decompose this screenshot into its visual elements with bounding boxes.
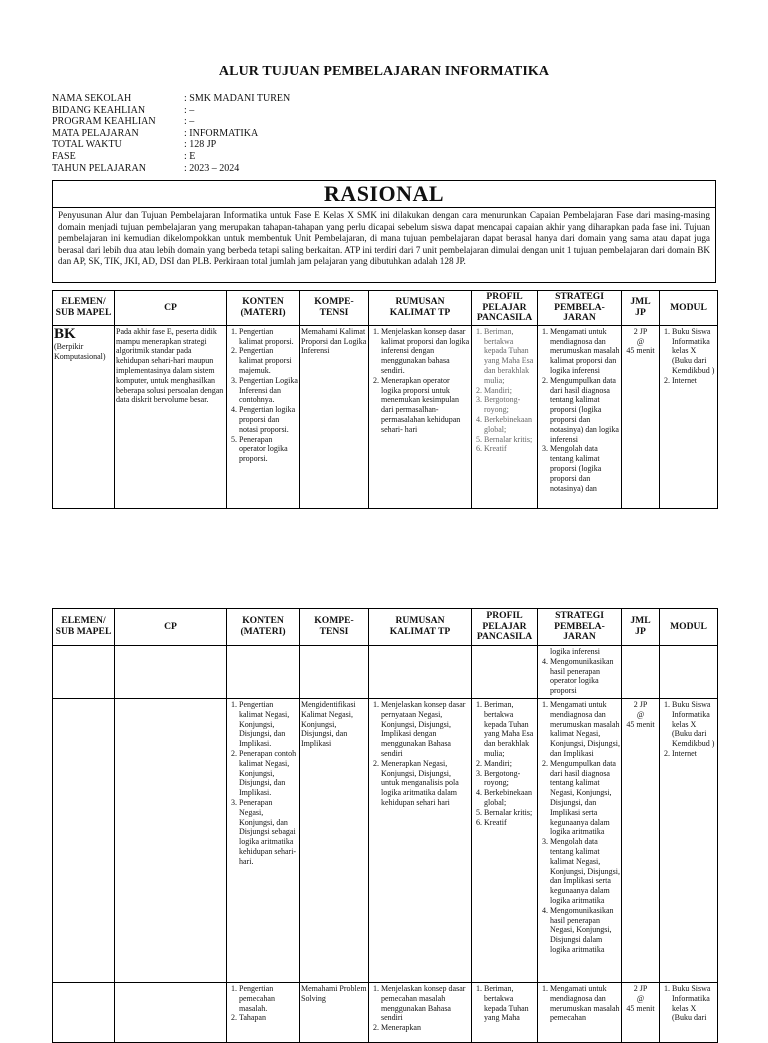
info-label: PROGRAM KEAHLIAN xyxy=(52,116,156,128)
list-item: 2. Penerapan contoh kalimat Negasi, Konjungsi, Disjungsi, dan Implikasi. xyxy=(239,749,298,798)
strategi-cell xyxy=(538,646,622,699)
elemen-subtitle: (Berpikir Komputasional) xyxy=(54,341,106,361)
atp-table-page-1 xyxy=(52,290,718,509)
list-item: 1. Beriman, bertakwa kepada Tuhan yang Maha Esa dan berakhlak mulia; xyxy=(484,327,536,386)
list-item: 2. Menerapkan Negasi, Konjungsi, Disjungsi, untuk menganalisis pola logika aritmatika dalam kehidupan sehari hari xyxy=(381,759,470,808)
column-header: KONTEN (MATERI) xyxy=(227,291,300,326)
list-item: 1. Mengamati untuk mendiagnosa dan merumuskan masalah kalimat Negasi, Konjungsi, Disjungsi, dan Implikasi xyxy=(550,700,620,759)
rumusan-cell xyxy=(369,983,472,1043)
info-row xyxy=(52,116,290,128)
list-item: 1. Buku Siswa Informatika kelas X (Buku dari xyxy=(672,984,716,1023)
list-item: 2. Menerapkan operator logika proporsi untuk menemukan kesimpulan dari permasalhan-permasalahan kehidupan sehari- hari xyxy=(381,376,470,435)
info-row xyxy=(52,163,290,175)
profil-cell xyxy=(472,699,538,983)
strategi-continuation: logika inferensi xyxy=(550,647,600,656)
list-item: 6. Kreatif xyxy=(484,444,536,454)
column-header: JML JP xyxy=(622,291,660,326)
list-item: 1. Menjelaskan konsep dasar pernyataan Negasi, Konjungsi, Disjungsi, Implikasi dengan menggunakan Bahasa sendiri xyxy=(381,700,470,759)
info-value: : – xyxy=(184,104,195,116)
list-item: 5. Penerapan operator logika proporsi. xyxy=(239,435,298,464)
column-header: KONTEN (MATERI) xyxy=(227,609,300,646)
list-item: 2. Mengumpulkan data dari hasil diagnosa tentang kalimat Negasi, Konjungsi, Disjungsi, dan Implikasi serta kegunaanya dalam logika aritmatika xyxy=(550,759,620,837)
modul-cell xyxy=(660,325,718,508)
list-item: 5. Bernalar kritis; xyxy=(484,435,536,445)
konten-cell xyxy=(227,983,300,1043)
list-item: 4. Mengomunikasikan hasil penerapan operator logika proporsi xyxy=(550,657,620,696)
kompetensi-cell: Mengidentifikasi Kalimat Negasi, Konjungsi, Disjungsi, dan Implikasi xyxy=(300,699,369,983)
list-item: 3. Mengolah data tentang kalimat proporsi (logika proporsi dan notasinya) dan xyxy=(550,444,620,493)
info-label: TOTAL WAKTU xyxy=(52,139,122,151)
list-item: 2. Pengertian kalimat proporsi majemuk. xyxy=(239,346,298,375)
list-item: 1. Pengertian pemecahan masalah. xyxy=(239,984,298,1013)
info-row xyxy=(52,93,290,105)
info-row xyxy=(52,105,290,117)
list-item: 1. Menjelaskan konsep dasar pemecahan masalah menggunakan Bahasa sendiri xyxy=(381,984,470,1023)
list-item: 4. Berkebinekaan global; xyxy=(484,415,536,435)
strategi-cell xyxy=(538,983,622,1043)
rasional-text: Penyusunan Alur dan Tujuan Pembelajaran Informatika untuk Fase E Kelas X SMK ini dilakukan dengan cara menurunkan Capaian Pembelajaran Fase dari masing-masing domain menjadi tujuan pembelajaran yang merupakan tahapan-tahapan yang perlu dicapai sebelum siswa dapat mencapai capaian akhir yang diharapkan pada fase ini. Tujuan pembelajaran ini kemudian dikelompokkan untuk membentuk Unit Pembelajaran, di mana tujuan pembelajaran dapat berasal hanya dari domain yang sama atau dapat juga berasal dari lebih dua atau lebih domain yang berbeda tetapi saling berkaitan. ATP ini terdiri dari 7 unit pembelajaran dimulai dengan unit 1 tujuan pembelajaran dari domain BK dan AP, SK, TIK, JKI, AD, DSI dan PLB. Perkiraan total jumlah jam pelajaran yang dibutuhkan adalah 128 JP. xyxy=(58,210,710,267)
cp-cell: Pada akhir fase E, peserta didik mampu menerapkan strategi algoritmik standar pada kehidupan sehari-hari maupun implementasinya dalam sistem komputer, untuk menghasilkan beberapa solusi persoalan dengan data diskrit bervolume besar. xyxy=(115,325,227,508)
table-header-row xyxy=(53,291,718,326)
list-item: 2. Mengumpulkan data dari hasil diagnosa tentang kalimat proporsi (logika proporsi dan notasinya) dan logika inferensi xyxy=(550,376,620,445)
info-value: : 128 JP xyxy=(184,139,217,151)
list-item: 2. Tahapan xyxy=(239,1013,298,1023)
list-item: 3. Mengolah data tentang kalimat kalimat Negasi, Konjungsi, Disjungsi, dan Implikasi serta kegunaanya dalam logika aritmatika xyxy=(550,837,620,906)
list-item: 1. Mengamati untuk mendiagnosa dan merumuskan masalah kalimat proporsi dan logika inferensi xyxy=(550,327,620,376)
list-item: 2. Mandiri; xyxy=(484,759,536,769)
list-item: 6. Kreatif xyxy=(484,818,536,828)
modul-cell xyxy=(660,983,718,1043)
list-item: 3. Bergotong-royong; xyxy=(484,395,536,415)
column-header: ELEMEN/ SUB MAPEL xyxy=(53,291,115,326)
list-item: 1. Beriman, bertakwa kepada Tuhan yang Maha xyxy=(484,984,536,1023)
list-item: 5. Bernalar kritis; xyxy=(484,808,536,818)
rumusan-cell xyxy=(369,699,472,983)
elemen-cell xyxy=(53,325,115,508)
list-item: 3. Penerapan Negasi, Konjungsi, dan Disjungsi sebagai logika aritmatika kehidupan sehari-hari. xyxy=(239,798,298,867)
list-item: 1. Menjelaskan konsep dasar kalimat proporsi dan logika inferensi dengan menggunakan bahasa sendiri. xyxy=(381,327,470,376)
info-label: NAMA SEKOLAH xyxy=(52,93,132,104)
list-item: 2. Menerapkan xyxy=(381,1023,470,1033)
kompetensi-cell: Memahami Problem Solving xyxy=(300,983,369,1043)
column-header: MODUL xyxy=(660,291,718,326)
jp-cell: 2 JP @ 45 menit xyxy=(622,325,660,508)
jp-cell: 2 JP @ 45 menit xyxy=(622,983,660,1043)
document-title: ALUR TUJUAN PEMBELAJARAN INFORMATIKA xyxy=(218,64,550,79)
list-item: 3. Bergotong-royong; xyxy=(484,769,536,789)
info-label: TAHUN PELAJARAN xyxy=(52,162,146,174)
column-header: CP xyxy=(115,609,227,646)
column-header: STRATEGI PEMBELA- JARAN xyxy=(538,609,622,646)
table-row xyxy=(53,325,718,508)
column-header: JML JP xyxy=(622,609,660,646)
list-item: 3. Pengertian Logika Inferensi dan contohnya. xyxy=(239,376,298,405)
list-item: 1. Pengertian kalimat Negasi, Konjungsi, Disjungsi, dan Implikasi. xyxy=(239,700,298,749)
table-row xyxy=(53,646,718,699)
elemen-code: BK xyxy=(54,325,76,342)
info-label: BIDANG KEAHLIAN xyxy=(52,104,146,116)
rasional-heading: RASIONAL xyxy=(53,181,715,208)
profil-cell xyxy=(472,983,538,1043)
list-item: 1. Pengertian kalimat proporsi. xyxy=(239,327,298,347)
column-header: CP xyxy=(115,291,227,326)
list-item: 2. Mandiri; xyxy=(484,386,536,396)
strategi-cell xyxy=(538,325,622,508)
list-item: 4. Mengomunikasikan hasil penerapan Negasi, Konjungsi, Disjungsi dalam logika aritmatika xyxy=(550,906,620,955)
list-item: 2. Internet xyxy=(672,749,716,759)
table-row xyxy=(53,699,718,983)
column-header: KOMPE- TENSI xyxy=(300,291,369,326)
table-row xyxy=(53,983,718,1043)
info-label: FASE xyxy=(52,150,76,162)
column-header: MODUL xyxy=(660,609,718,646)
modul-cell xyxy=(660,699,718,983)
rasional-box xyxy=(52,180,716,283)
list-item: 2. Internet xyxy=(672,376,716,386)
rumusan-cell xyxy=(369,325,472,508)
column-header: RUMUSAN KALIMAT TP xyxy=(369,291,472,326)
table-header-row xyxy=(53,609,718,646)
info-value: : – xyxy=(184,116,195,128)
column-header: RUMUSAN KALIMAT TP xyxy=(369,609,472,646)
list-item: 4. Berkebinekaan global; xyxy=(484,788,536,808)
list-item: 1. Buku Siswa Informatika kelas X (Buku dari Kemdikbud ) xyxy=(672,327,716,376)
list-item: 1. Buku Siswa Informatika kelas X (Buku dari Kemdikbud ) xyxy=(672,700,716,749)
column-header: ELEMEN/ SUB MAPEL xyxy=(53,609,115,646)
atp-table-page-2 xyxy=(52,608,718,1043)
list-item: 4. Pengertian logika proporsi dan notasi proporsi. xyxy=(239,405,298,434)
jp-cell: 2 JP @ 45 menit xyxy=(622,699,660,983)
konten-cell xyxy=(227,325,300,508)
info-row xyxy=(52,151,290,163)
column-header: KOMPE- TENSI xyxy=(300,609,369,646)
info-row xyxy=(52,139,290,151)
info-row xyxy=(52,128,290,140)
column-header: PROFIL PELAJAR PANCASILA xyxy=(472,291,538,326)
info-value: : INFORMATIKA xyxy=(184,127,259,139)
info-value: : 2023 – 2024 xyxy=(184,162,240,174)
konten-cell xyxy=(227,699,300,983)
school-info xyxy=(52,93,290,174)
list-item: 1. Mengamati untuk mendiagnosa dan merumuskan masalah pemecahan xyxy=(550,984,620,1023)
info-value: : SMK MADANI TUREN xyxy=(184,93,291,104)
info-value: : E xyxy=(184,150,196,162)
column-header: PROFIL PELAJAR PANCASILA xyxy=(472,609,538,646)
column-header: STRATEGI PEMBELA- JARAN xyxy=(538,291,622,326)
info-label: MATA PELAJARAN xyxy=(52,127,139,139)
kompetensi-cell: Memahami Kalimat Proporsi dan Logika Inferensi xyxy=(300,325,369,508)
list-item: 1. Beriman, bertakwa kepada Tuhan yang Maha Esa dan berakhlak mulia; xyxy=(484,700,536,759)
strategi-cell xyxy=(538,699,622,983)
profil-cell xyxy=(472,325,538,508)
